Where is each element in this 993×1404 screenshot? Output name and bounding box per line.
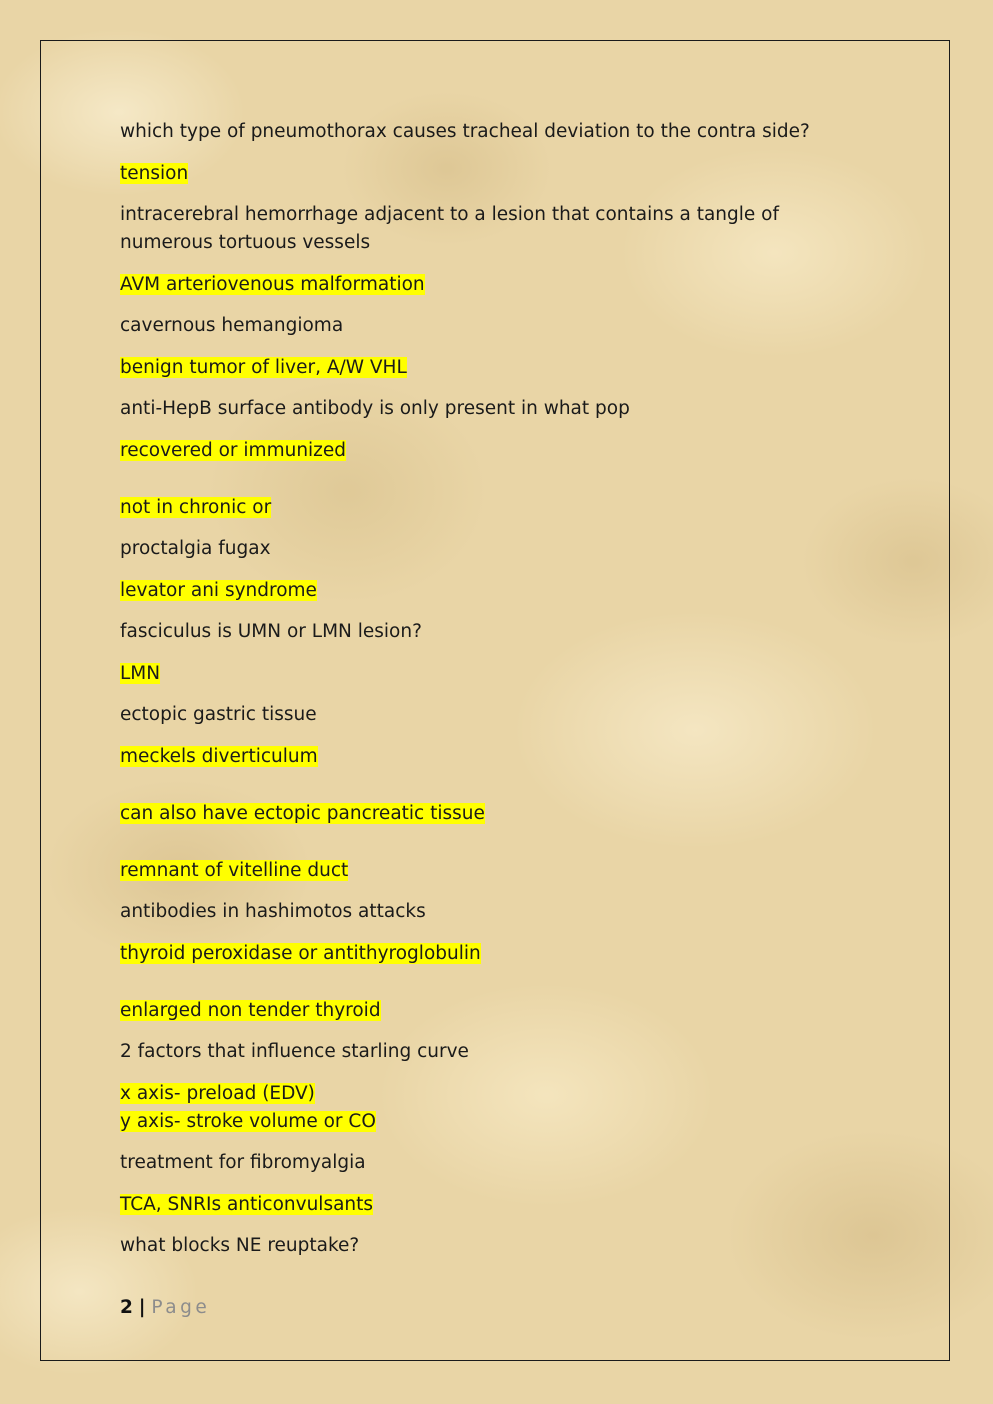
answer-text: benign tumor of liver, A/W VHL xyxy=(120,356,407,378)
answer-text: y axis- stroke volume or CO xyxy=(120,1110,376,1132)
question-text: proctalgia fugax xyxy=(120,538,271,559)
answer-text: TCA, SNRIs anticonvulsants xyxy=(120,1193,374,1215)
question-text: antibodies in hashimotos attacks xyxy=(120,901,426,922)
answer-text: not in chronic or xyxy=(120,496,272,518)
question-text: intracerebral hemorrhage adjacent to a lesion that contains a tangle of numerous tortuous vessels xyxy=(120,204,779,253)
question-text: 2 factors that influence starling curve xyxy=(120,1041,469,1062)
question-text: cavernous hemangioma xyxy=(120,315,344,336)
answer-text: x axis- preload (EDV) xyxy=(120,1082,315,1104)
answer-text: can also have ectopic pancreatic tissue xyxy=(120,802,485,824)
page-label: Page xyxy=(151,1297,211,1318)
question-text: anti-HepB surface antibody is only present in what pop xyxy=(120,398,630,419)
question-text: what blocks NE reuptake? xyxy=(120,1235,360,1256)
footer-separator: | xyxy=(138,1297,146,1318)
answer-text: recovered or immunized xyxy=(120,439,347,461)
question-text: treatment for fibromyalgia xyxy=(120,1152,366,1173)
answer-text: LMN xyxy=(120,662,161,684)
answer-text: thyroid peroxidase or antithyroglobulin xyxy=(120,942,481,964)
question-text: which type of pneumothorax causes tracheal deviation to the contra side? xyxy=(120,121,810,142)
question-text: fasciculus is UMN or LMN lesion? xyxy=(120,621,422,642)
document-body xyxy=(120,118,860,1274)
question-text: ectopic gastric tissue xyxy=(120,704,317,725)
answer-text: meckels diverticulum xyxy=(120,745,318,767)
page-number: 2 xyxy=(120,1297,133,1318)
answer-text: AVM arteriovenous malformation xyxy=(120,273,425,295)
answer-text: remnant of vitelline duct xyxy=(120,859,349,881)
page-footer xyxy=(120,1295,210,1321)
answer-text: enlarged non tender thyroid xyxy=(120,999,381,1021)
answer-text: levator ani syndrome xyxy=(120,579,317,601)
answer-text: tension xyxy=(120,162,189,184)
